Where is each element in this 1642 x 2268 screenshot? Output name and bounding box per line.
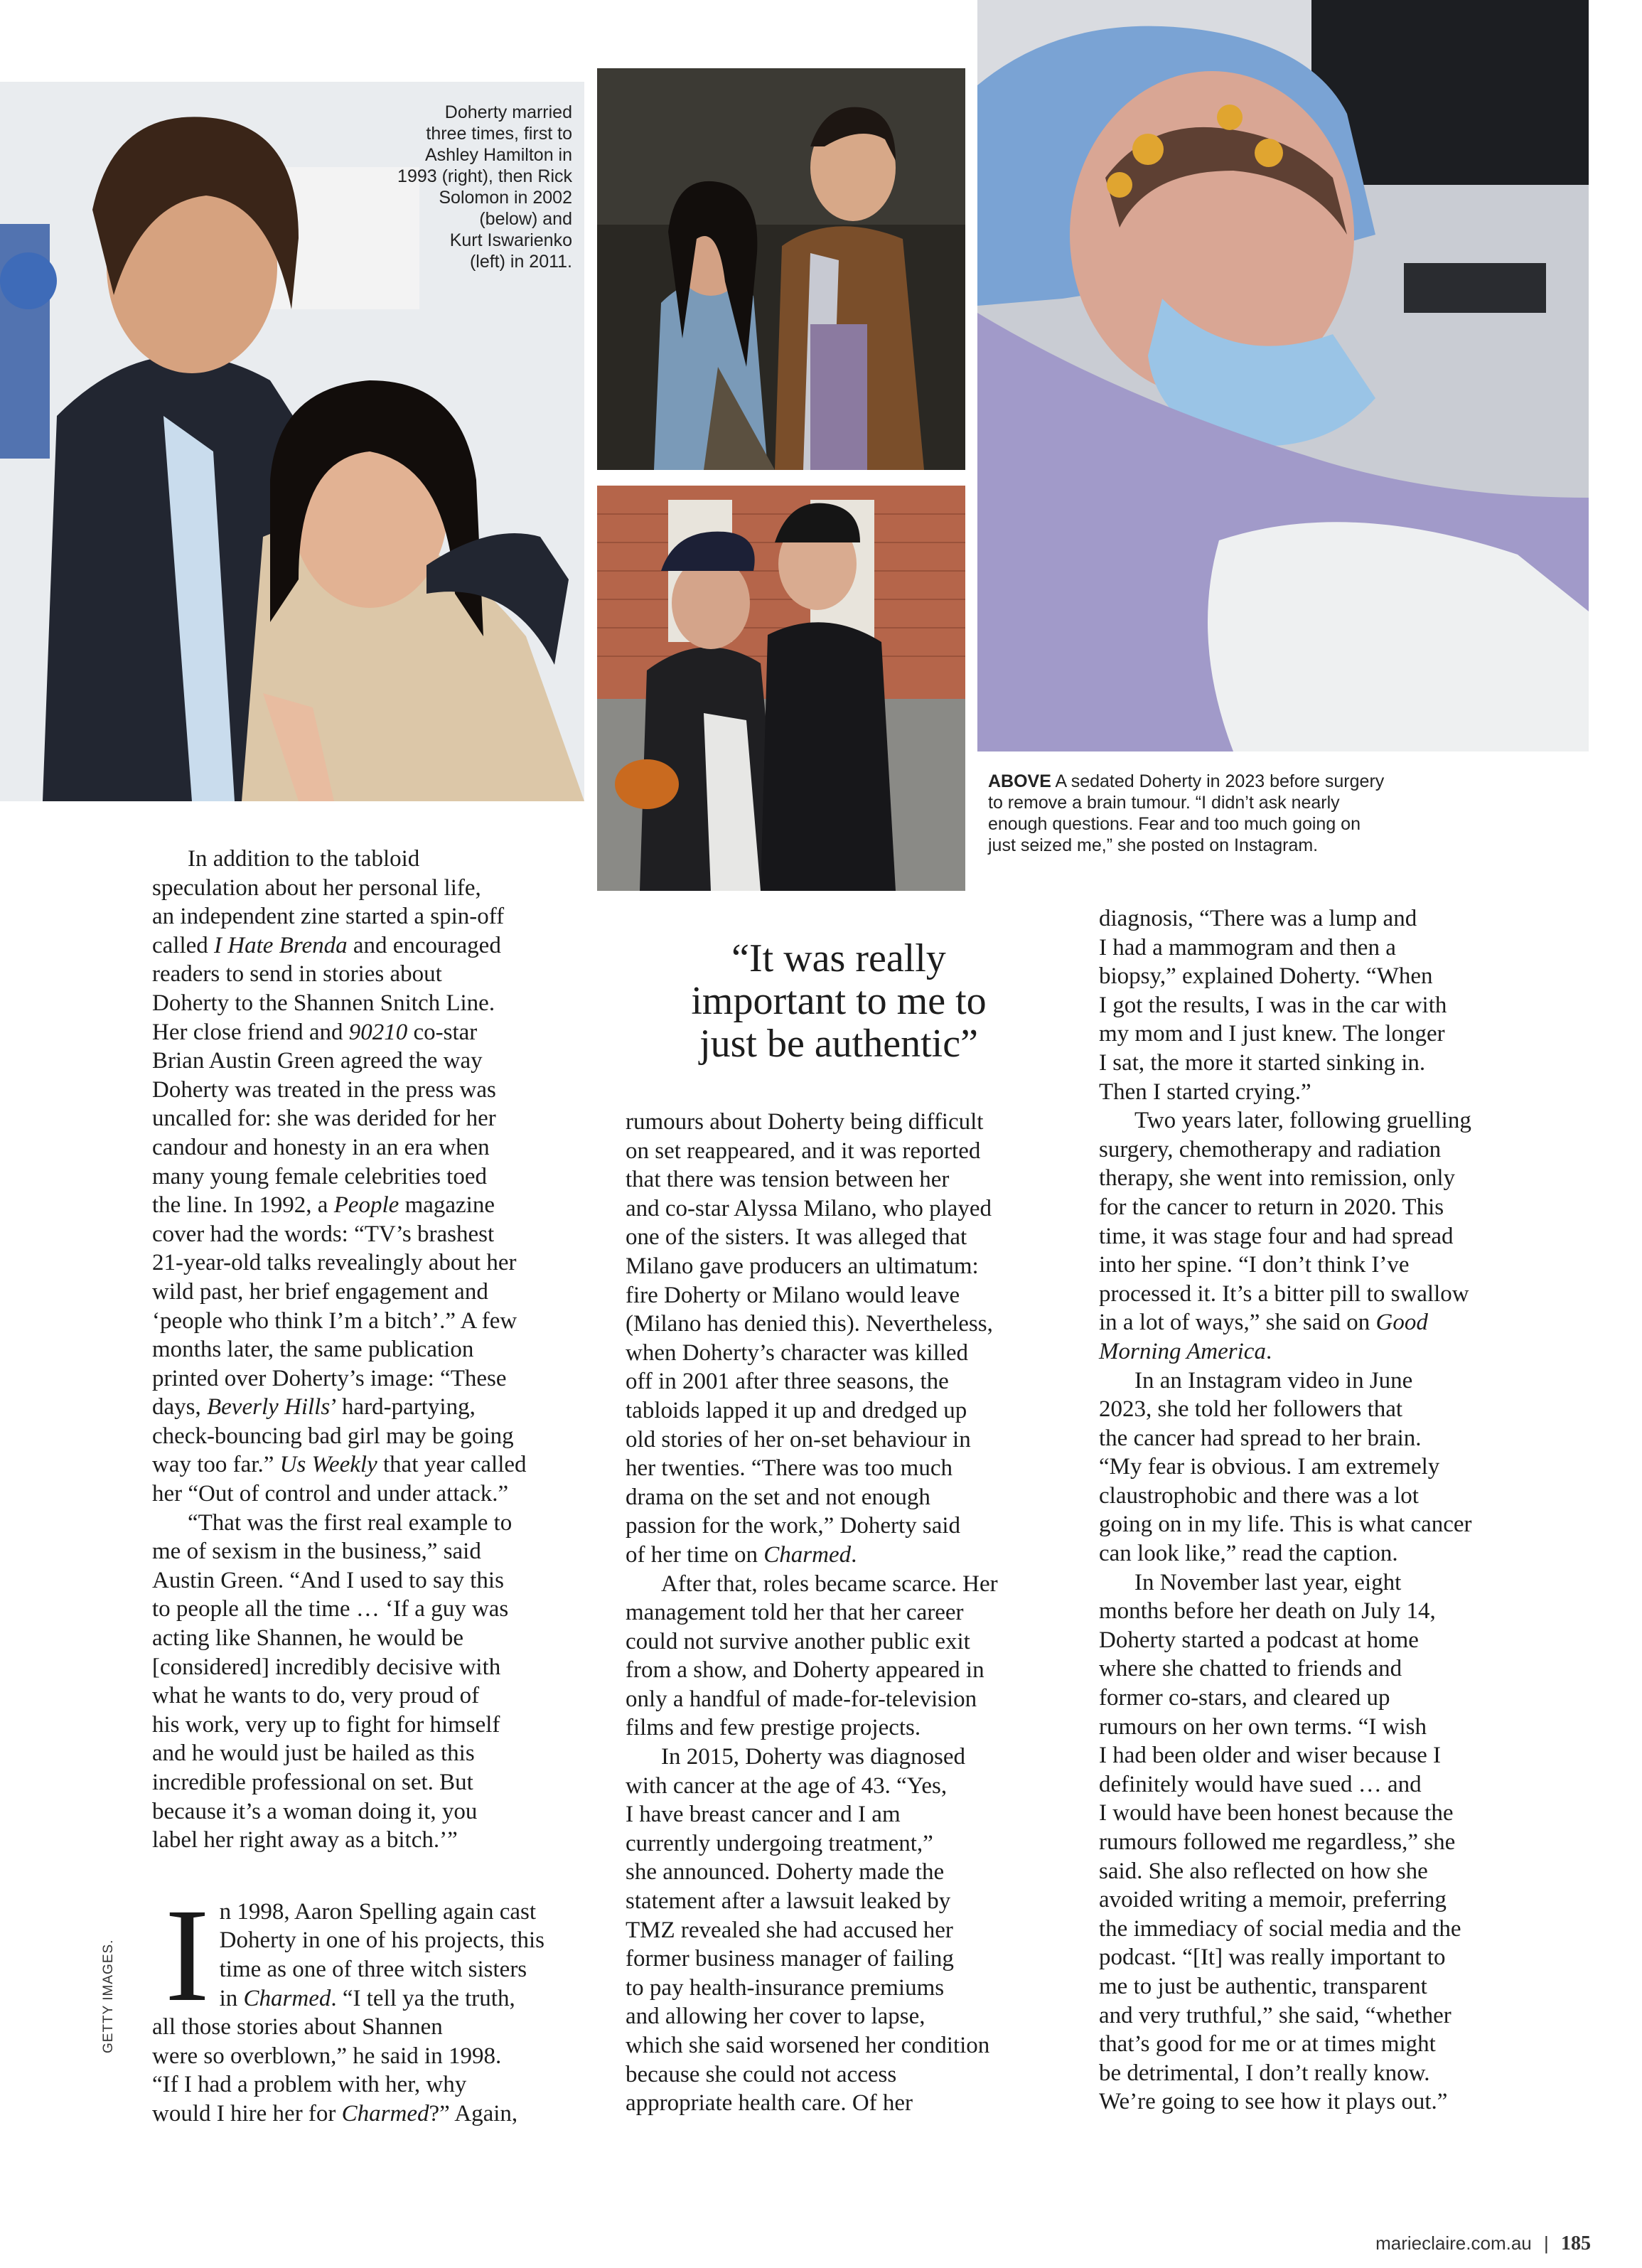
text-line: would I hire her for [152, 2100, 342, 2127]
drop-cap: I [165, 1880, 210, 2029]
caption-line: Kurt Iswarienko [449, 230, 572, 250]
text-line: from a show, and Doherty appeared in [626, 1657, 984, 1684]
text-line: rumours about Doherty being difficult [626, 1109, 984, 1135]
pull-quote-line: just be authentic” [699, 1022, 978, 1066]
text-line: me to just be authentic, transparent [1099, 1973, 1427, 1999]
text-line: surgery, chemotherapy and radiation [1099, 1136, 1442, 1162]
text-line: rumours followed me regardless,” she [1099, 1829, 1456, 1855]
title-italic: People [333, 1192, 399, 1219]
text-line: We’re going to see how it plays out.” [1099, 2089, 1448, 2115]
title-italic: Charmed [341, 2100, 429, 2127]
title-italic: Beverly Hills [207, 1394, 331, 1421]
text-line: that there was tension between her [626, 1167, 950, 1193]
title-italic: Charmed [243, 1985, 331, 2011]
text-line: and co-star Alyssa Milano, who played [626, 1195, 992, 1221]
text-line: magazine [399, 1192, 495, 1219]
paragraph [152, 845, 579, 1509]
text-line: to people all the time … ‘If a guy was [152, 1596, 509, 1622]
text-line: TMZ revealed she had accused her [626, 1917, 953, 1943]
text-line: uncalled for: she was derided for her [152, 1106, 496, 1132]
text-line: statement after a lawsuit leaked by [626, 1888, 951, 1915]
text-line: former co-stars, and cleared up [1099, 1685, 1390, 1711]
text-line: cover had the words: “TV’s brashest [152, 1221, 495, 1247]
text-line: months later, the same publication [152, 1337, 474, 1363]
photo-credit: GETTY IMAGES. [101, 1939, 116, 2053]
text-line: could not survive another public exit [626, 1628, 970, 1654]
text-line: when Doherty’s character was killed [626, 1339, 968, 1366]
text-line: I have breast cancer and I am [626, 1802, 901, 1828]
photo-couple-street-icon [597, 68, 965, 470]
text-line: to pay health-insurance premiums [626, 1974, 945, 2001]
text-line: management told her that her career [626, 1600, 964, 1626]
text-line: many young female celebrities toed [152, 1163, 487, 1189]
text-line: because it’s a woman doing it, you [152, 1798, 478, 1824]
text-line: ’ hard-partying, [330, 1394, 476, 1421]
text-line: old stories of her on-set behaviour in [626, 1426, 971, 1453]
caption-text: A sedated Doherty in 2023 before surgery [1051, 771, 1385, 791]
text-line: ‘people who think I’m a bitch’.” A few [152, 1307, 517, 1334]
caption-line [988, 771, 1443, 792]
text-line: in [219, 1985, 244, 2011]
text-line: I sat, the more it started sinking in. [1099, 1049, 1426, 1076]
text-line: the cancer had spread to her brain. [1099, 1425, 1422, 1451]
text-line: . [851, 1541, 857, 1568]
paragraph [1099, 1106, 1525, 1366]
caption-line: just seized me,” she posted on Instagram. [988, 835, 1319, 855]
photo-hospital-bed-icon [977, 0, 1589, 751]
caption-line: Ashley Hamilton in [424, 145, 572, 165]
column-1 [152, 845, 579, 2129]
title-italic: Charmed [763, 1541, 852, 1568]
text-line: drama on the set and not enough [626, 1484, 930, 1510]
paragraph-dropcap [152, 1880, 579, 2129]
title-italic: 90210 [348, 1019, 408, 1045]
text-line: fire Doherty or Milano would leave [626, 1282, 960, 1308]
text-line: days, [152, 1394, 207, 1421]
text-line: passion for the work,” Doherty said [626, 1513, 961, 1539]
caption-label: ABOVE [988, 771, 1051, 791]
text-line: the line. In 1992, a [152, 1192, 334, 1219]
text-line: called [152, 932, 215, 958]
text-line: . “I tell ya the truth, [331, 1985, 515, 2011]
text-line: therapy, she went into remission, only [1099, 1165, 1456, 1192]
paragraph [1099, 1366, 1525, 1568]
text-line: check-bouncing bad girl may be going [152, 1423, 514, 1449]
text-line: time as one of three witch sisters [219, 1956, 527, 1982]
caption-above [988, 771, 1443, 856]
title-italic: Us Weekly [279, 1452, 377, 1478]
caption-line: Doherty married [444, 102, 572, 122]
text-line: appropriate health care. Of her [626, 2090, 913, 2117]
title-italic: I Hate Brenda [214, 932, 348, 958]
text-line: In an Instagram video in June [1134, 1367, 1413, 1394]
caption-line: three times, first to [426, 124, 572, 144]
text-line: candour and honesty in an era when [152, 1134, 490, 1160]
text-line: one of the sisters. It was alleged that [626, 1224, 967, 1251]
text-line: I had a mammogram and then a [1099, 934, 1396, 961]
text-line: and he would just be hailed as this [152, 1740, 475, 1767]
column-2 [626, 1108, 1052, 2118]
text-line: going on in my life. This is what cancer [1099, 1512, 1472, 1538]
text-line: Brian Austin Green agreed the way [152, 1048, 483, 1074]
text-line: Milano gave producers an ultimatum: [626, 1253, 979, 1279]
text-line: ?” Again, [429, 2100, 518, 2127]
text-line: her “Out of control and under attack.” [152, 1481, 509, 1507]
pull-quote-line: “It was really [731, 936, 946, 980]
paragraph [626, 1570, 1052, 1743]
text-line: Two years later, following gruelling [1134, 1108, 1471, 1134]
caption-line: to remove a brain tumour. “I didn’t ask nearly [988, 793, 1340, 813]
photo-hamilton [597, 68, 965, 470]
text-line: “My fear is obvious. I am extremely [1099, 1454, 1440, 1480]
text-line: only a handful of made-for-television [626, 1686, 977, 1712]
text-line: her twenties. “There was too much [626, 1455, 953, 1482]
text-line: 2023, she told her followers that [1099, 1396, 1403, 1423]
text-line: all those stories about Shannen [152, 2014, 443, 2040]
text-line: can look like,” read the caption. [1099, 1541, 1398, 1567]
text-line: label her right away as a bitch.’” [152, 1827, 458, 1854]
text-line: way too far.” [152, 1452, 280, 1478]
text-line: In 2015, Doherty was diagnosed [661, 1744, 966, 1770]
photo-solomon [597, 486, 965, 891]
text-line: films and few prestige projects. [626, 1715, 921, 1741]
paragraph [626, 1108, 1052, 1570]
text-line: (Milano has denied this). Nevertheless, [626, 1311, 993, 1337]
page-footer [1375, 2232, 1591, 2255]
text-line: for the cancer to return in 2020. This [1099, 1194, 1444, 1220]
text-line: n 1998, Aaron Spelling again cast [219, 1898, 537, 1925]
text-line: I got the results, I was in the car with [1099, 992, 1447, 1018]
text-line: Doherty started a podcast at home [1099, 1627, 1419, 1653]
text-line: that year called [377, 1452, 527, 1478]
text-line: avoided writing a memoir, preferring [1099, 1887, 1447, 1913]
footer-separator: | [1544, 2232, 1549, 2254]
text-line: be detrimental, I don’t really know. [1099, 2060, 1430, 2086]
text-line: and very truthful,” she said, “whether [1099, 2002, 1451, 2028]
text-line: [considered] incredibly decisive with [152, 1654, 501, 1680]
caption-line: Solomon in 2002 [439, 188, 572, 208]
text-line: and allowing her cover to lapse, [626, 2004, 925, 2030]
text-line: Her close friend and [152, 1019, 349, 1045]
text-line: his work, very up to fight for himself [152, 1711, 500, 1738]
caption-line: enough questions. Fear and too much going on [988, 814, 1361, 834]
text-line: which she said worsened her condition [626, 2033, 990, 2058]
text-line: After that, roles became scarce. Her [661, 1571, 998, 1597]
text-line: off in 2001 after three seasons, the [626, 1369, 949, 1395]
text-line: an independent zine started a spin-off [152, 904, 505, 930]
text-line: Doherty to the Shannen Snitch Line. [152, 990, 495, 1016]
text-line: into her spine. “I don’t think I’ve [1099, 1252, 1410, 1278]
footer-site: marieclaire.com.au [1375, 2232, 1532, 2254]
caption-line: (left) in 2011. [469, 252, 572, 272]
text-line: Doherty was treated in the press was [152, 1076, 496, 1103]
text-line: former business manager of failing [626, 1946, 954, 1972]
page-number: 185 [1561, 2232, 1591, 2254]
text-line: Then I started crying.” [1099, 1079, 1311, 1105]
title-italic: Morning America [1099, 1338, 1266, 1364]
text-line: podcast. “[It] was really important to [1099, 1945, 1446, 1971]
text-line: diagnosis, “There was a lump and [1099, 906, 1417, 931]
text-line: speculation about her personal life, [152, 874, 481, 901]
text-line: acting like Shannen, he would be [152, 1625, 464, 1652]
text-line: said. She also reflected on how she [1099, 1858, 1428, 1884]
text-line: that’s good for me or at times might [1099, 2031, 1436, 2058]
text-line: I had been older and wiser because I [1099, 1743, 1442, 1769]
caption-marriages [334, 102, 572, 272]
column-3 [1099, 904, 1525, 2117]
text-line: “That was the first real example to [188, 1509, 513, 1536]
text-line: with cancer at the age of 43. “Yes, [626, 1772, 948, 1799]
text-line: because she could not access [626, 2061, 897, 2087]
text-line: readers to send in stories about [152, 961, 442, 988]
text-line: time, it was stage four and had spread [1099, 1223, 1454, 1249]
text-line: In addition to the tabloid [188, 846, 420, 872]
text-line: of her time on [626, 1541, 764, 1568]
text-line: currently undergoing treatment,” [626, 1830, 933, 1856]
text-line: on set reappeared, and it was reported [626, 1138, 981, 1164]
photo-hospital [977, 0, 1589, 751]
text-line: “If I had a problem with her, why [152, 2072, 467, 2098]
caption-line: (below) and [479, 209, 572, 229]
text-line: wild past, her brief engagement and [152, 1278, 488, 1305]
text-line: printed over Doherty’s image: “These [152, 1365, 507, 1391]
pull-quote-line: important to me to [691, 979, 987, 1023]
paragraph [152, 1509, 579, 1855]
text-line: co-star [407, 1019, 478, 1045]
text-line: 21-year-old talks revealingly about her [152, 1250, 517, 1276]
text-line: and encouraged [347, 932, 501, 958]
text-line: incredible professional on set. But [152, 1770, 473, 1795]
text-line: months before her death on July 14, [1099, 1598, 1436, 1625]
text-line: Austin Green. “And I used to say this [152, 1567, 504, 1593]
caption-line: 1993 (right), then Rick [397, 166, 572, 186]
text-line: definitely would have sued … and [1099, 1771, 1422, 1797]
text-line: where she chatted to friends and [1099, 1656, 1402, 1682]
text-line: the immediacy of social media and the [1099, 1915, 1461, 1942]
text-line: me of sexism in the business,” said [152, 1539, 481, 1565]
text-line: what he wants to do, very proud of [152, 1683, 480, 1709]
text-line: were so overblown,” he said in 1998. [152, 2043, 502, 2069]
text-line: I would have been honest because the [1099, 1800, 1454, 1826]
paragraph [1099, 1568, 1525, 2117]
text-line: tabloids lapped it up and dredged up [626, 1397, 967, 1423]
paragraph [1099, 904, 1525, 1106]
text-line: . [1265, 1338, 1272, 1364]
text-line: my mom and I just knew. The longer [1099, 1021, 1445, 1047]
text-line: in a lot of ways,” she said on [1099, 1310, 1376, 1336]
paragraph [626, 1743, 1052, 2118]
photo-couple-caps-icon [597, 486, 965, 891]
text-line: processed it. It’s a bitter pill to swallow [1099, 1280, 1469, 1307]
text-line: Doherty in one of his projects, this [219, 1927, 544, 1954]
text-line: biopsy,” explained Doherty. “When [1099, 963, 1433, 990]
text-line: In November last year, eight [1134, 1569, 1402, 1595]
title-italic: Good [1375, 1310, 1428, 1336]
text-line: rumours on her own terms. “I wish [1099, 1713, 1427, 1740]
pull-quote [626, 937, 1052, 1065]
text-line: she announced. Doherty made the [626, 1859, 945, 1885]
text-line: claustrophobic and there was a lot [1099, 1482, 1419, 1509]
